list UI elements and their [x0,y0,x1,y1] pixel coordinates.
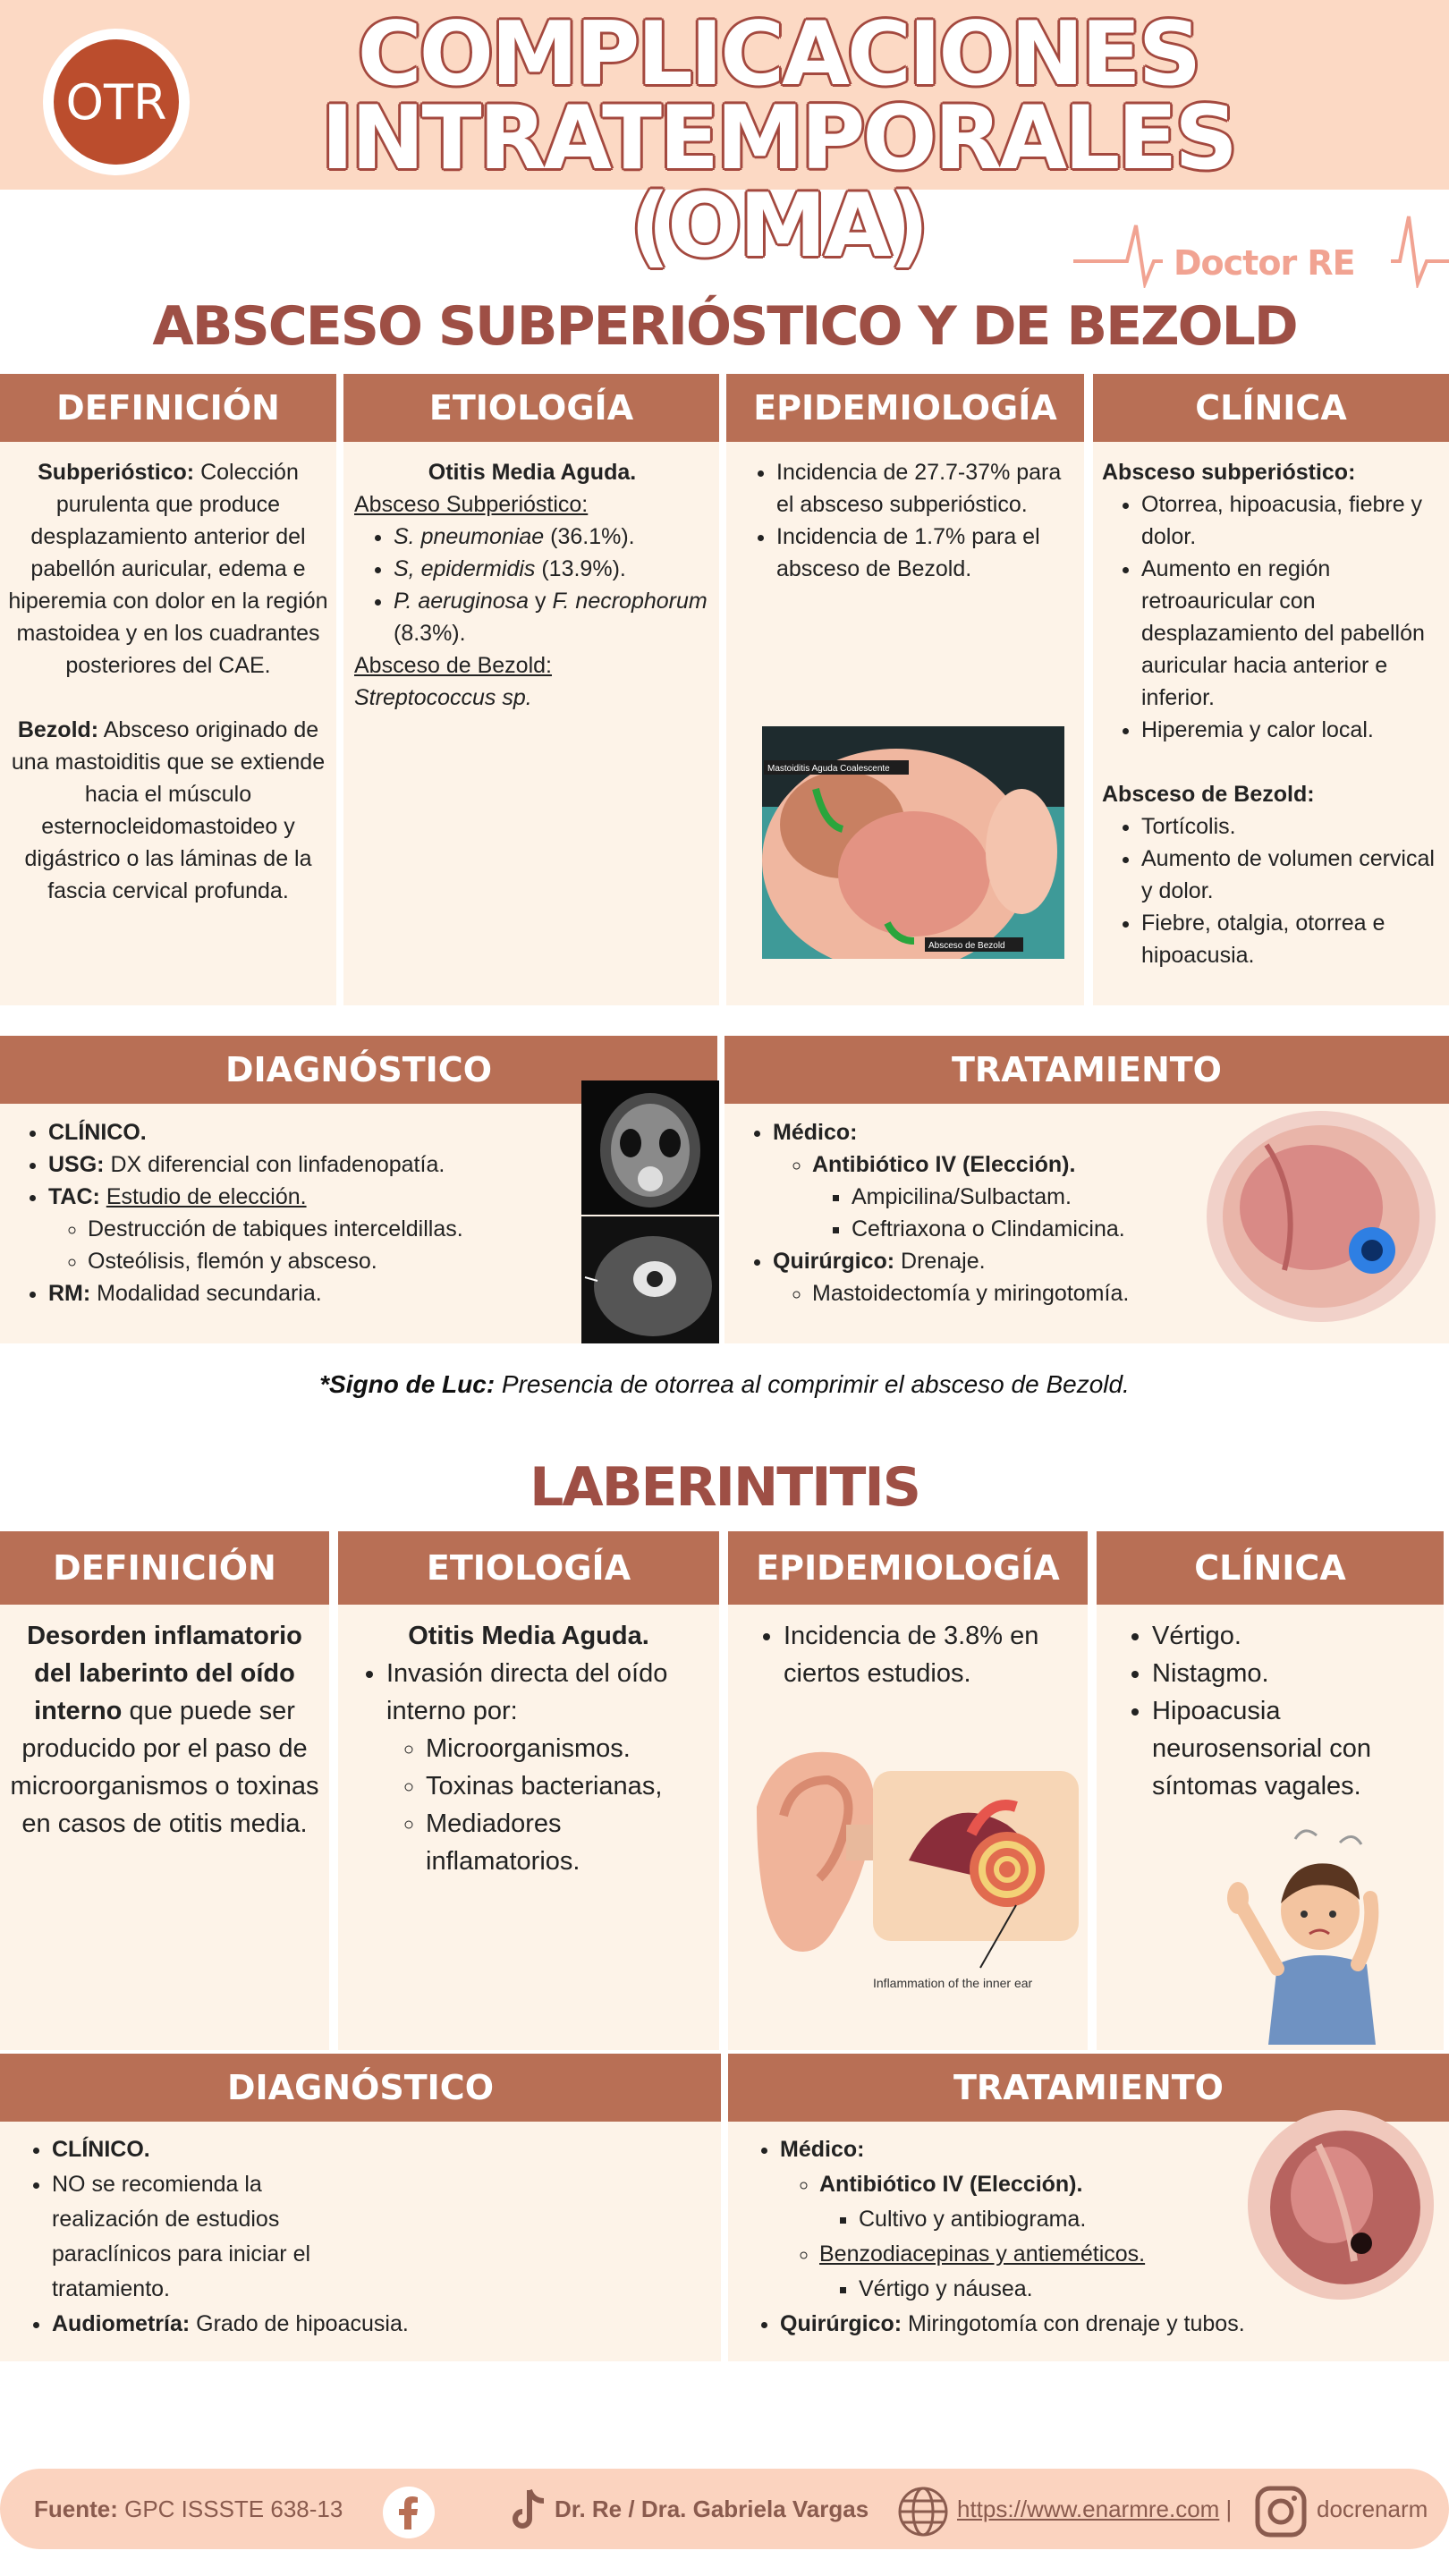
footer-url-line: https://www.enarmre.com | [957,2496,1233,2522]
section-title-laberintitis: LABERINTITIS [530,1456,919,1519]
list-item: • RM: Modalidad secundaria. [48,1277,717,1309]
header-clinica: CLÍNICA [1093,374,1449,442]
list-item: ◦ Antibiótico IV (Elección). ▪ Cultivo y antibiograma. [819,2167,1449,2237]
ct-scan-images [581,1080,719,1343]
panel-etiologia-lab [338,1605,719,2050]
list-item: ◦ Microorganismos. [426,1730,710,1767]
list-item: • S. pneumoniae (36.1%). [394,521,710,553]
panel-definicion [0,442,336,1005]
list-item: ◦ Mediadores inflamatorios. [426,1805,710,1880]
page-title-line1: COMPLICACIONES [357,4,1199,106]
list-item: • Hiperemia y calor local. [1141,714,1444,746]
def-bezold: Bezold: Absceso originado de una mastoiditis que se extiende hacia el músculo esternocleidomastoideo y digástrico o las láminas de la fascia cervical profunda. [11,717,326,903]
photo-label-mastoiditis: Mastoiditis Aguda Coalescente [767,764,890,774]
list-item: • TAC: Estudio de elección. ◦ Destrucción de tabiques interceldillas. ◦ Osteólisis, flemón y absceso. [48,1181,717,1277]
list-item: • Incidencia de 3.8% en ciertos estudios. [784,1617,1079,1692]
def-laberintitis: Desorden inflamatorio del laberinto del oído interno que puede ser producido por el paso de microorganismos o toxinas en casos de otitis media. [10,1622,319,1838]
etiologia-lab-title: Otitis Media Aguda. [408,1622,649,1650]
header-tratamiento: TRATAMIENTO [724,1036,1449,1104]
brand-name: Doctor RE [1174,243,1355,283]
logo-text: OTR [54,39,179,165]
list-item: • CLÍNICO. [52,2132,721,2167]
dizzy-person-illustration [1224,1821,1413,2045]
header-diagnostico-lab: DIAGNÓSTICO [0,2054,721,2122]
photo-label-bezold: Absceso de Bezold [928,941,1005,951]
list-item: • Audiometría: Grado de hipoacusia. [52,2307,721,2342]
header-definicion-lab: DEFINICIÓN [0,1531,329,1605]
page-title-line2: INTRATEMPORALES (OMA) [321,88,1235,277]
list-item: ▪ Vértigo y náusea. [859,2272,1449,2307]
list-item: ▪ Ceftriaxona o Clindamicina. [852,1213,1449,1245]
list-item: ◦ Toxinas bacterianas, [426,1767,710,1805]
footer-handle: docrenarm [1317,2496,1428,2522]
list-item: • Tortícolis. [1141,810,1444,843]
inner-ear-diagram [748,1735,1084,2004]
list-item: • Aumento en región retroauricular con desplazamiento del pabellón auricular hacia anterior e inferior. [1141,553,1444,714]
panel-etiologia [343,442,719,1005]
header-etiologia-lab: ETIOLOGÍA [338,1531,719,1605]
list-item: ◦ Destrucción de tabiques interceldillas. [88,1213,717,1245]
footer-authors: Dr. Re / Dra. Gabriela Vargas [555,2496,869,2522]
header-etiologia: ETIOLOGÍA [343,374,719,442]
etiologia-bez-label: Absceso de Bezold: [354,653,552,678]
list-item: • Incidencia de 27.7-37% para el absceso subperióstico. [776,456,1070,521]
panel-diagnostico-lab [0,2122,721,2361]
website-link[interactable]: https://www.enarmre.com [957,2496,1220,2522]
list-item: ◦ Osteólisis, flemón y absceso. [88,1245,717,1277]
panel-definicion-lab [0,1605,329,2050]
ear-diagram-label: Inflammation of the inner ear [873,1976,1033,1990]
list-item: • P. aeruginosa y F. necrophorum (8.3%). [394,585,710,649]
header-epidemiologia-lab: EPIDEMIOLOGÍA [728,1531,1088,1605]
instagram-icon[interactable] [1252,2483,1309,2540]
list-item: ◦ Benzodiacepinas y antieméticos. ▪ Vértigo y náusea. [819,2237,1449,2307]
globe-icon [894,2483,952,2540]
list-item: • Hipoacusia neurosensorial con síntomas vagales. [1152,1692,1435,1805]
list-item: • NO se recomienda la realización de estudios paraclínicos para iniciar el tratamiento. [52,2167,356,2307]
list-item: • Fiebre, otalgia, otorrea e hipoacusia. [1141,907,1444,971]
otoscopy-image-tympanum [1247,2109,1435,2301]
list-item: ◦ Mastoidectomía y miringotomía. [812,1277,1449,1309]
list-item: • USG: DX diferencial con linfadenopatía. [48,1148,717,1181]
tiktok-icon[interactable] [506,2485,553,2538]
header-diagnostico: DIAGNÓSTICO [0,1036,717,1104]
clinica-bez-title: Absceso de Bezold: [1102,782,1315,807]
list-item: • Quirúrgico: Drenaje. ◦ Mastoidectomía y miringotomía. [773,1245,1449,1309]
list-item: • S, epidermidis (13.9%). [394,553,710,585]
list-item: • Médico: ◦ Antibiótico IV (Elección). ▪ Cultivo y antibiograma. ◦ Benzodiacepinas y antieméticos. ▪ Vértigo y náusea. [780,2132,1449,2307]
clinica-sub-title: Absceso subperióstico: [1102,460,1356,485]
header-definicion: DEFINICIÓN [0,374,336,442]
etiologia-bez-text: Streptococcus sp. [354,685,532,710]
header-epidemiologia: EPIDEMIOLOGÍA [726,374,1084,442]
otoscopy-image-tube [1204,1109,1438,1324]
header-tratamiento-lab: TRATAMIENTO [728,2054,1449,2122]
footer-source: Fuente: GPC ISSSTE 638-13 [34,2496,343,2522]
list-item: ▪ Cultivo y antibiograma. [859,2202,1449,2237]
signo-de-luc-note: *Signo de Luc: Presencia de otorrea al comprimir el absceso de Bezold. [319,1370,1130,1398]
list-item: • Aumento de volumen cervical y dolor. [1141,843,1444,907]
list-item: • Incidencia de 1.7% para el absceso de Bezold. [776,521,1070,585]
section-title-absceso: ABSCESO SUBPERIÓSTICO Y DE BEZOLD [152,295,1297,358]
def-subperiostico: Subperióstico: Colección purulenta que produce desplazamiento anterior del pabellón auricular, edema e hiperemia con dolor en la región mastoidea y en los cuadrantes posteriores del CAE. [8,460,328,678]
list-item: ▪ Ampicilina/Sulbactam. [852,1181,1449,1213]
panel-clinica [1093,442,1449,1005]
facebook-icon[interactable] [383,2487,435,2538]
list-item: • Invasión directa del oído interno por: ◦ Microorganismos. ◦ Toxinas bacterianas, ◦ Mediadores inflamatorios. [386,1655,710,1880]
etiologia-sub-label: Absceso Subperióstico: [354,492,589,517]
list-item: • Quirúrgico: Miringotomía con drenaje y tubos. [780,2307,1449,2342]
list-item: • Médico: ◦ Antibiótico IV (Elección). ▪ Ampicilina/Sulbactam. ▪ Ceftriaxona o Clindamicina. [773,1116,1449,1245]
list-item: • CLÍNICO. [48,1116,717,1148]
list-item: • Vértigo. [1152,1617,1435,1655]
header-clinica-lab: CLÍNICA [1097,1531,1444,1605]
etiologia-title: Otitis Media Aguda. [428,460,637,485]
list-item: • Nistagmo. [1152,1655,1435,1692]
patient-photo [762,726,1064,959]
list-item: ◦ Antibiótico IV (Elección). ▪ Ampicilina/Sulbactam. ▪ Ceftriaxona o Clindamicina. [812,1148,1449,1245]
list-item: • Otorrea, hipoacusia, fiebre y dolor. [1141,488,1444,553]
